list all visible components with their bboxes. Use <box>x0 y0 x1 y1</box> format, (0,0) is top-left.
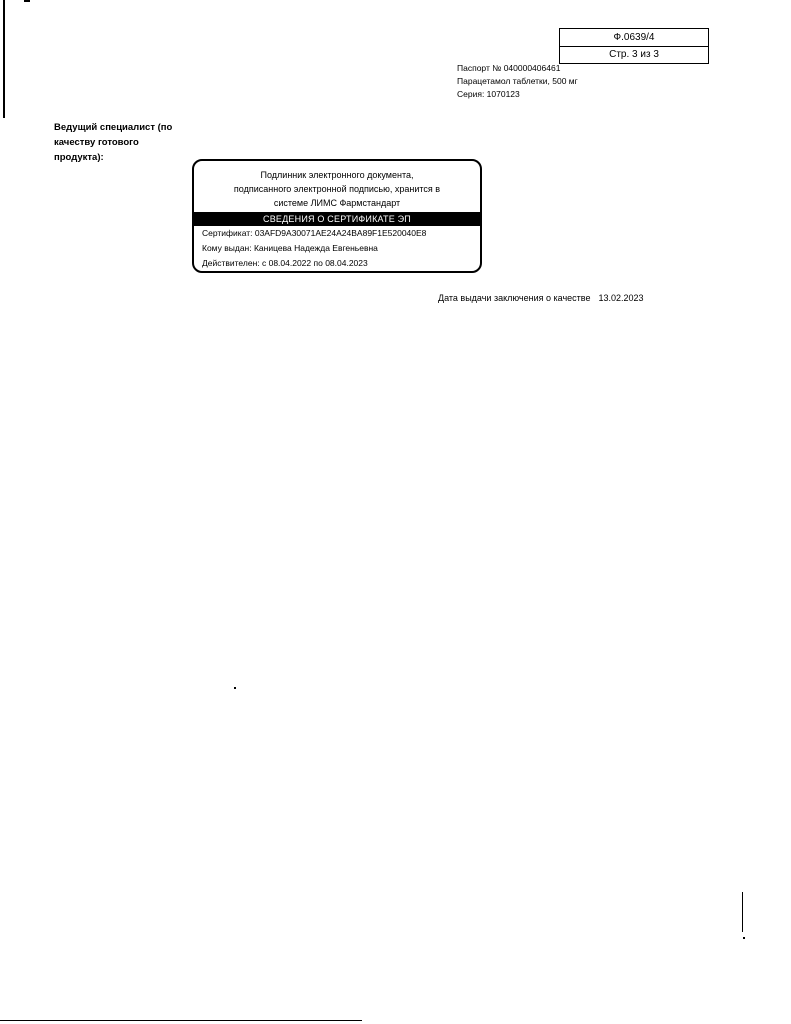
bottom-margin-rule <box>0 1020 362 1021</box>
issue-date-label: Дата выдачи заключения о качестве <box>438 293 591 303</box>
certificate-validity: Действителен: с 08.04.2022 по 08.04.2023 <box>202 258 368 268</box>
scan-artifact-mark <box>24 0 30 2</box>
stamp-header-line-1: Подлинник электронного документа, <box>260 170 414 180</box>
form-code-table <box>559 28 709 64</box>
product-name: Парацетамол таблетки, 500 мг <box>457 76 578 86</box>
electronic-signature-stamp <box>192 159 482 273</box>
quality-conclusion-date <box>438 292 644 305</box>
stamp-header-line-3: системе ЛИМС Фармстандарт <box>273 198 401 208</box>
issue-date-value: 13.02.2023 <box>598 293 644 303</box>
stamp-header <box>194 161 480 212</box>
scan-speck <box>234 687 236 689</box>
specialist-label: Ведущий специалист (по качеству готового продукта): <box>54 122 173 163</box>
series-number: Серия: 1070123 <box>457 89 520 99</box>
stamp-header-line-2: подписанного электронной подписью, хранится в <box>233 184 441 194</box>
right-edge-mark <box>742 892 743 932</box>
certificate-info-band: СВЕДЕНИЯ О СЕРТИФИКАТЕ ЭП <box>194 212 480 226</box>
left-margin-rule <box>3 0 5 118</box>
page-number: Стр. 3 из 3 <box>560 46 708 63</box>
certificate-id: Сертификат: 03AFD9A30071AE24A24BA89F1E520040E8 <box>202 228 427 238</box>
certificate-holder: Кому выдан: Каницева Надежда Евгеньевна <box>202 243 378 253</box>
form-code: Ф.0639/4 <box>613 32 655 43</box>
passport-info <box>457 62 578 101</box>
right-edge-dot <box>743 937 745 939</box>
passport-number: Паспорт № 040000406461 <box>457 63 561 73</box>
